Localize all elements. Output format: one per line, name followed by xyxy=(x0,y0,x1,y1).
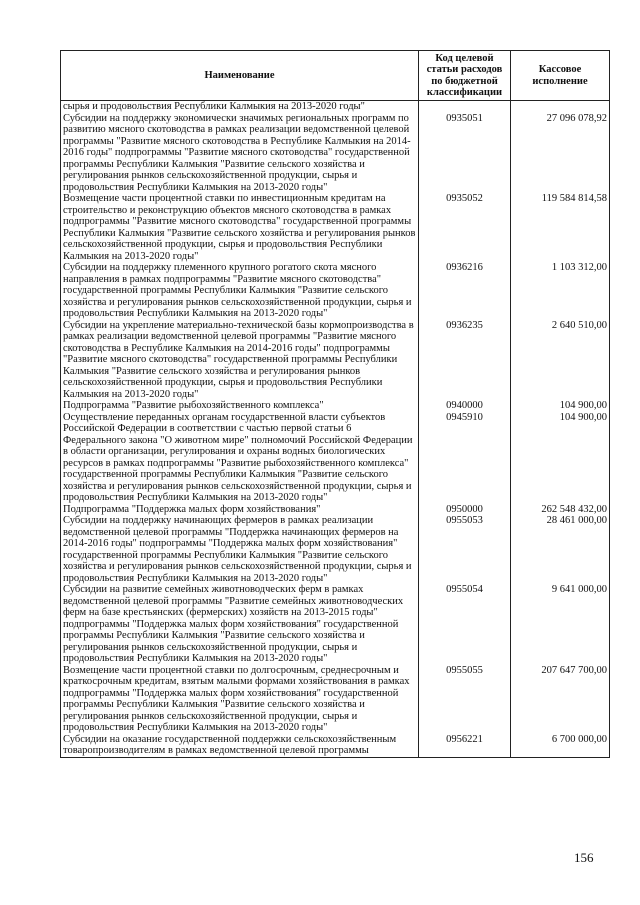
table-row xyxy=(61,584,610,665)
row-amount-cell: 262 548 432,00 xyxy=(511,504,610,516)
row-code-cell: 0935051 xyxy=(419,113,511,194)
table-row xyxy=(61,504,610,516)
row-code-cell: 0945910 xyxy=(419,412,511,504)
header-name: Наименование xyxy=(61,51,419,101)
row-name-cell: Подпрограмма "Развитие рыбохозяйственного комплекса" xyxy=(61,400,419,412)
row-name-cell: Субсидии на поддержку экономически значимых региональных программ по развитию мясного скотоводства в рамках реализации ведомственной целевой программы "Развитие мясного скотоводства в Республике Калмыкия на 2014-2016 годы" подпрограммы "Развитие мясного скотоводства" государственной программы Республики Калмыкия "Развитие сельского хозяйства и регулирования рынков сельскохозяйственной продукции, сырья и продовольствия Республики Калмыкия на 2013-2020 годы" xyxy=(61,113,419,194)
budget-table xyxy=(60,50,610,758)
row-code-cell: 0955054 xyxy=(419,584,511,665)
row-amount-cell xyxy=(511,101,610,113)
row-amount-cell: 119 584 814,58 xyxy=(511,193,610,262)
row-code-cell: 0936235 xyxy=(419,320,511,401)
row-code-cell: 0955053 xyxy=(419,515,511,584)
row-name-cell: Возмещение части процентной ставки по инвестиционным кредитам на строительство и реконструкцию объектов мясного скотоводства в рамках подпрограммы "Развитие мясного скотоводства" государственной программы Республики Калмыкия "Развитие сельского хозяйства и регулирования рынков сельскохозяйственной продукции, сырья и продовольствия Республики Калмыкия на 2013-2020 годы" xyxy=(61,193,419,262)
row-name-cell: Субсидии на оказание государственной поддержки сельскохозяйственным товаропроизводителям в рамках ведомственной целевой программы xyxy=(61,734,419,758)
row-name-cell: Субсидии на поддержку начинающих фермеров в рамках реализации ведомственной целевой программы "Поддержка начинающих фермеров на 2014-2016 годы" подпрограммы "Поддержка малых форм хозяйствования" государственной программы Республики Калмыкия "Развитие сельского хозяйства и регулирования рынков сельскохозяйственной продукции, сырья и продовольствия Республики Калмыкия на 2013-2020 годы" xyxy=(61,515,419,584)
header-code: Код целевой статьи расходов по бюджетной классификации xyxy=(419,51,511,101)
row-amount-cell: 1 103 312,00 xyxy=(511,262,610,320)
table-row xyxy=(61,320,610,401)
table-row xyxy=(61,193,610,262)
row-amount-cell: 9 641 000,00 xyxy=(511,584,610,665)
row-code-cell: 0940000 xyxy=(419,400,511,412)
table-row xyxy=(61,734,610,758)
table-row xyxy=(61,400,610,412)
row-amount-cell: 2 640 510,00 xyxy=(511,320,610,401)
table-row xyxy=(61,262,610,320)
header-amount: Кассовое исполнение xyxy=(511,51,610,101)
row-amount-cell: 28 461 000,00 xyxy=(511,515,610,584)
row-code-cell: 0955055 xyxy=(419,665,511,734)
row-amount-cell: 27 096 078,92 xyxy=(511,113,610,194)
row-code-cell: 0956221 xyxy=(419,734,511,758)
row-code-cell xyxy=(419,101,511,113)
page-number: 156 xyxy=(574,850,594,865)
row-amount-cell: 104 900,00 xyxy=(511,412,610,504)
row-code-cell: 0950000 xyxy=(419,504,511,516)
table-row xyxy=(61,101,610,113)
table-row xyxy=(61,113,610,194)
table-row xyxy=(61,515,610,584)
row-amount-cell: 104 900,00 xyxy=(511,400,610,412)
row-amount-cell: 6 700 000,00 xyxy=(511,734,610,758)
table-row xyxy=(61,412,610,504)
table-header xyxy=(61,51,610,101)
row-amount-cell: 207 647 700,00 xyxy=(511,665,610,734)
row-code-cell: 0935052 xyxy=(419,193,511,262)
row-name-cell: Осуществление переданных органам государственной власти субъектов Российской Федерации в соответствии с частью первой статьи 6 Федерального закона "О животном мире" полномочий Российской Федерации в области организации, регулирования и охраны водных биологических ресурсов в рамках подпрограммы "Развитие рыбохозяйственного комплекса" государственной программы Республики Калмыкия "Развитие сельского хозяйства и регулирования рынков сельскохозяйственной продукции, сырья и продовольствия Республики Калмыкия на 2013-2020 годы" xyxy=(61,412,419,504)
row-name-cell: Субсидии на развитие семейных животноводческих ферм в рамках ведомственной целевой программы "Развитие семейных животноводческих ферм на базе крестьянских (фермерских) хозяйств на 2013-2015 годы" подпрограммы "Поддержка малых форм хозяйствования" государственной программы Республики Калмыкия "Развитие сельского хозяйства и регулирования рынков сельскохозяйственной продукции, сырья и продовольствия Республики Калмыкия на 2013-2020 годы" xyxy=(61,584,419,665)
row-name-cell: сырья и продовольствия Республики Калмыкия на 2013-2020 годы" xyxy=(61,101,419,113)
row-name-cell: Субсидии на поддержку племенного крупного рогатого скота мясного направления в рамках подпрограммы "Развитие мясного скотоводства" государственной программы Республики Калмыкия "Развитие сельского хозяйства и регулирования рынков сельскохозяйственной продукции, сырья и продовольствия Республики Калмыкия на 2013-2020 годы" xyxy=(61,262,419,320)
row-code-cell: 0936216 xyxy=(419,262,511,320)
row-name-cell: Возмещение части процентной ставки по долгосрочным, среднесрочным и краткосрочным кредитам, взятым малыми формами хозяйствования в рамках подпрограммы "Поддержка малых форм хозяйствования" государственной программы Республики Калмыкия "Развитие сельского хозяйства и регулирования рынков сельскохозяйственной продукции, сырья и продовольствия Республики Калмыкия на 2013-2020 годы" xyxy=(61,665,419,734)
row-name-cell: Субсидии на укрепление материально-технической базы кормопроизводства в рамках реализации ведомственной целевой программы "Развитие мясного скотоводства в Республике Калмыкия на 2014-2016 годы" подпрограммы "Развитие мясного скотоводства" государственной программы Республики Калмыкия "Развитие сельского хозяйства и регулирования рынков сельскохозяйственной продукции, сырья и продовольствия Республики Калмыкия на 2013-2020 годы" xyxy=(61,320,419,401)
table-row xyxy=(61,665,610,734)
table-body xyxy=(61,101,610,758)
row-name-cell: Подпрограмма "Поддержка малых форм хозяйствования" xyxy=(61,504,419,516)
